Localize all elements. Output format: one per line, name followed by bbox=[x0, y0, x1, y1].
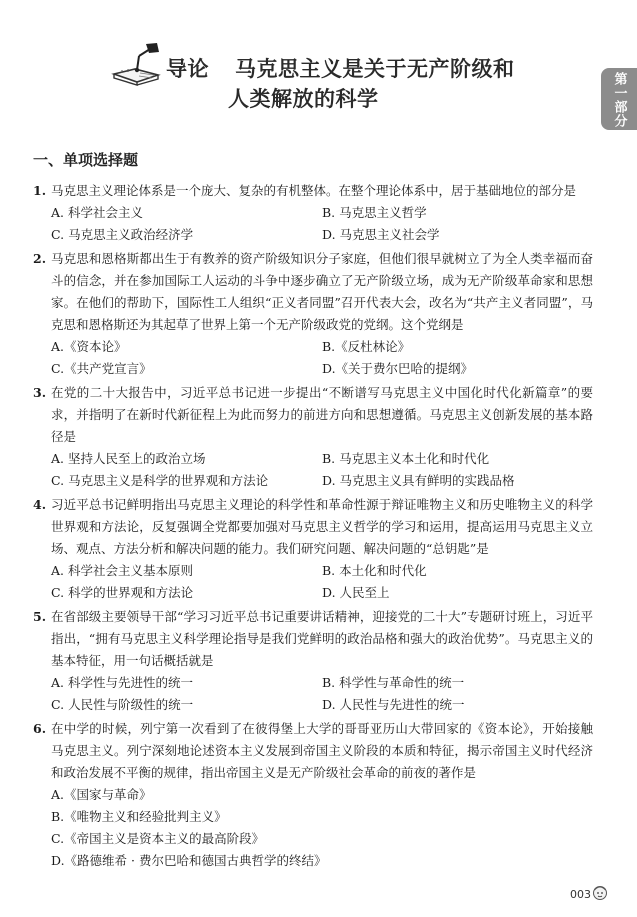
question-stem: 在中学的时候，列宁第一次看到了在彼得堡上大学的哥哥亚历山大带回家的《资本论》，开始接触马克思主义。列宁深刻地论述资本主义发展到帝国主义阶段的本质和特征，揭示帝国主义时代经济和政治发展不平衡的规律，指出帝国主义是无产阶级社会革命的前夜的著作是 bbox=[51, 721, 593, 780]
question-6 bbox=[33, 718, 593, 872]
option-d: D.《路德维希 · 费尔巴哈和德国古典哲学的终结》 bbox=[51, 853, 327, 868]
question-number: 5. bbox=[33, 609, 47, 624]
question-1 bbox=[33, 180, 593, 246]
question-3 bbox=[33, 382, 593, 492]
option-a: A. 科学社会主义 bbox=[51, 205, 143, 220]
options-grid bbox=[51, 560, 593, 604]
part-tab bbox=[601, 68, 637, 130]
options-grid bbox=[51, 336, 593, 380]
option-c: C. 马克思主义是科学的世界观和方法论 bbox=[51, 473, 269, 488]
question-stem: 马克思主义理论体系是一个庞大、复杂的有机整体。在整个理论体系中，居于基础地位的部分是 bbox=[51, 183, 577, 198]
option-b: B.《唯物主义和经验批判主义》 bbox=[51, 809, 227, 824]
option-a: A. 科学社会主义基本原则 bbox=[51, 563, 193, 578]
question-number: 2. bbox=[33, 251, 47, 266]
question-number: 3. bbox=[33, 385, 47, 400]
option-c: C. 科学的世界观和方法论 bbox=[51, 585, 194, 600]
question-5 bbox=[33, 606, 593, 716]
options-grid bbox=[51, 672, 593, 716]
question-2 bbox=[33, 248, 593, 380]
options-list bbox=[51, 784, 593, 872]
option-c: C. 马克思主义政治经济学 bbox=[51, 227, 194, 242]
option-b: B. 科学性与革命性的统一 bbox=[322, 675, 465, 690]
page-number: 003 bbox=[570, 888, 591, 901]
question-stem: 习近平总书记鲜明指出马克思主义理论的科学性和革命性源于辩证唯物主义和历史唯物主义的科学世界观和方法论，反复强调全党都要加强对马克思主义哲学的学习和运用，提高运用马克思主义立场、观点、方法分析和解决问题的能力。我们研究问题、解决问题的“总钥匙”是 bbox=[51, 497, 593, 556]
chapter-title-line-1: 马克思主义是关于无产阶级和 bbox=[235, 57, 515, 81]
question-stem: 马克思和恩格斯都出生于有教养的资产阶级知识分子家庭，但他们很早就树立了为全人类幸福而奋斗的信念，并在参加国际工人运动的斗争中逐步确立了无产阶级立场，成为无产阶级革命家和思想家。在他们的帮助下，国际性工人组织“正义者同盟”召开代表大会，改名为“共产主义者同盟”，马克思和恩格斯还为其起草了世界上第一个无产阶级政党的党纲。这个党纲是 bbox=[51, 251, 593, 332]
mascot-icon bbox=[591, 883, 609, 901]
option-c: C.《帝国主义是资本主义的最高阶段》 bbox=[51, 831, 265, 846]
chapter-title-line-2: 人类解放的科学 bbox=[228, 87, 379, 111]
option-a: A. 坚持人民至上的政治立场 bbox=[51, 451, 206, 466]
options-grid bbox=[51, 448, 593, 492]
question-number: 6. bbox=[33, 721, 47, 736]
option-a: A.《资本论》 bbox=[51, 339, 127, 354]
book-lamp-icon bbox=[110, 40, 164, 86]
option-d: D. 马克思主义具有鲜明的实践品格 bbox=[322, 473, 515, 488]
question-4 bbox=[33, 494, 593, 604]
chapter-label: 导论 bbox=[166, 57, 209, 81]
option-a: A.《国家与革命》 bbox=[51, 787, 152, 802]
option-d: D. 人民至上 bbox=[322, 585, 390, 600]
options-grid bbox=[51, 202, 593, 246]
option-b: B.《反杜林论》 bbox=[322, 339, 411, 354]
option-a: A. 科学性与先进性的统一 bbox=[51, 675, 193, 690]
option-b: B. 马克思主义本土化和时代化 bbox=[322, 451, 490, 466]
chapter-title bbox=[166, 54, 566, 114]
option-b: B. 本土化和时代化 bbox=[322, 563, 427, 578]
question-stem: 在省部级主要领导干部“学习习近平总书记重要讲话精神，迎接党的二十大”专题研讨班上，习近平指出，“拥有马克思主义科学理论指导是我们党鲜明的政治品格和强大的政治优势”。马克思主义的基本特征，用一句话概括就是 bbox=[51, 609, 593, 668]
option-d: D.《关于费尔巴哈的提纲》 bbox=[322, 361, 474, 376]
part-tab-label: 第一部分 bbox=[611, 72, 627, 128]
option-c: C. 人民性与阶级性的统一 bbox=[51, 697, 194, 712]
question-list bbox=[33, 180, 593, 874]
question-stem: 在党的二十大报告中，习近平总书记进一步提出“不断谱写马克思主义中国化时代化新篇章”的要求，并指明了在新时代新征程上为此而努力的前进方向和思想遵循。马克思主义创新发展的基本路径是 bbox=[51, 385, 593, 444]
section-heading: 一、单项选择题 bbox=[33, 151, 139, 169]
question-number: 1. bbox=[33, 183, 47, 198]
option-d: D. 马克思主义社会学 bbox=[322, 227, 440, 242]
option-c: C.《共产党宣言》 bbox=[51, 361, 152, 376]
option-b: B. 马克思主义哲学 bbox=[322, 205, 427, 220]
option-d: D. 人民性与先进性的统一 bbox=[322, 697, 465, 712]
question-number: 4. bbox=[33, 497, 47, 512]
